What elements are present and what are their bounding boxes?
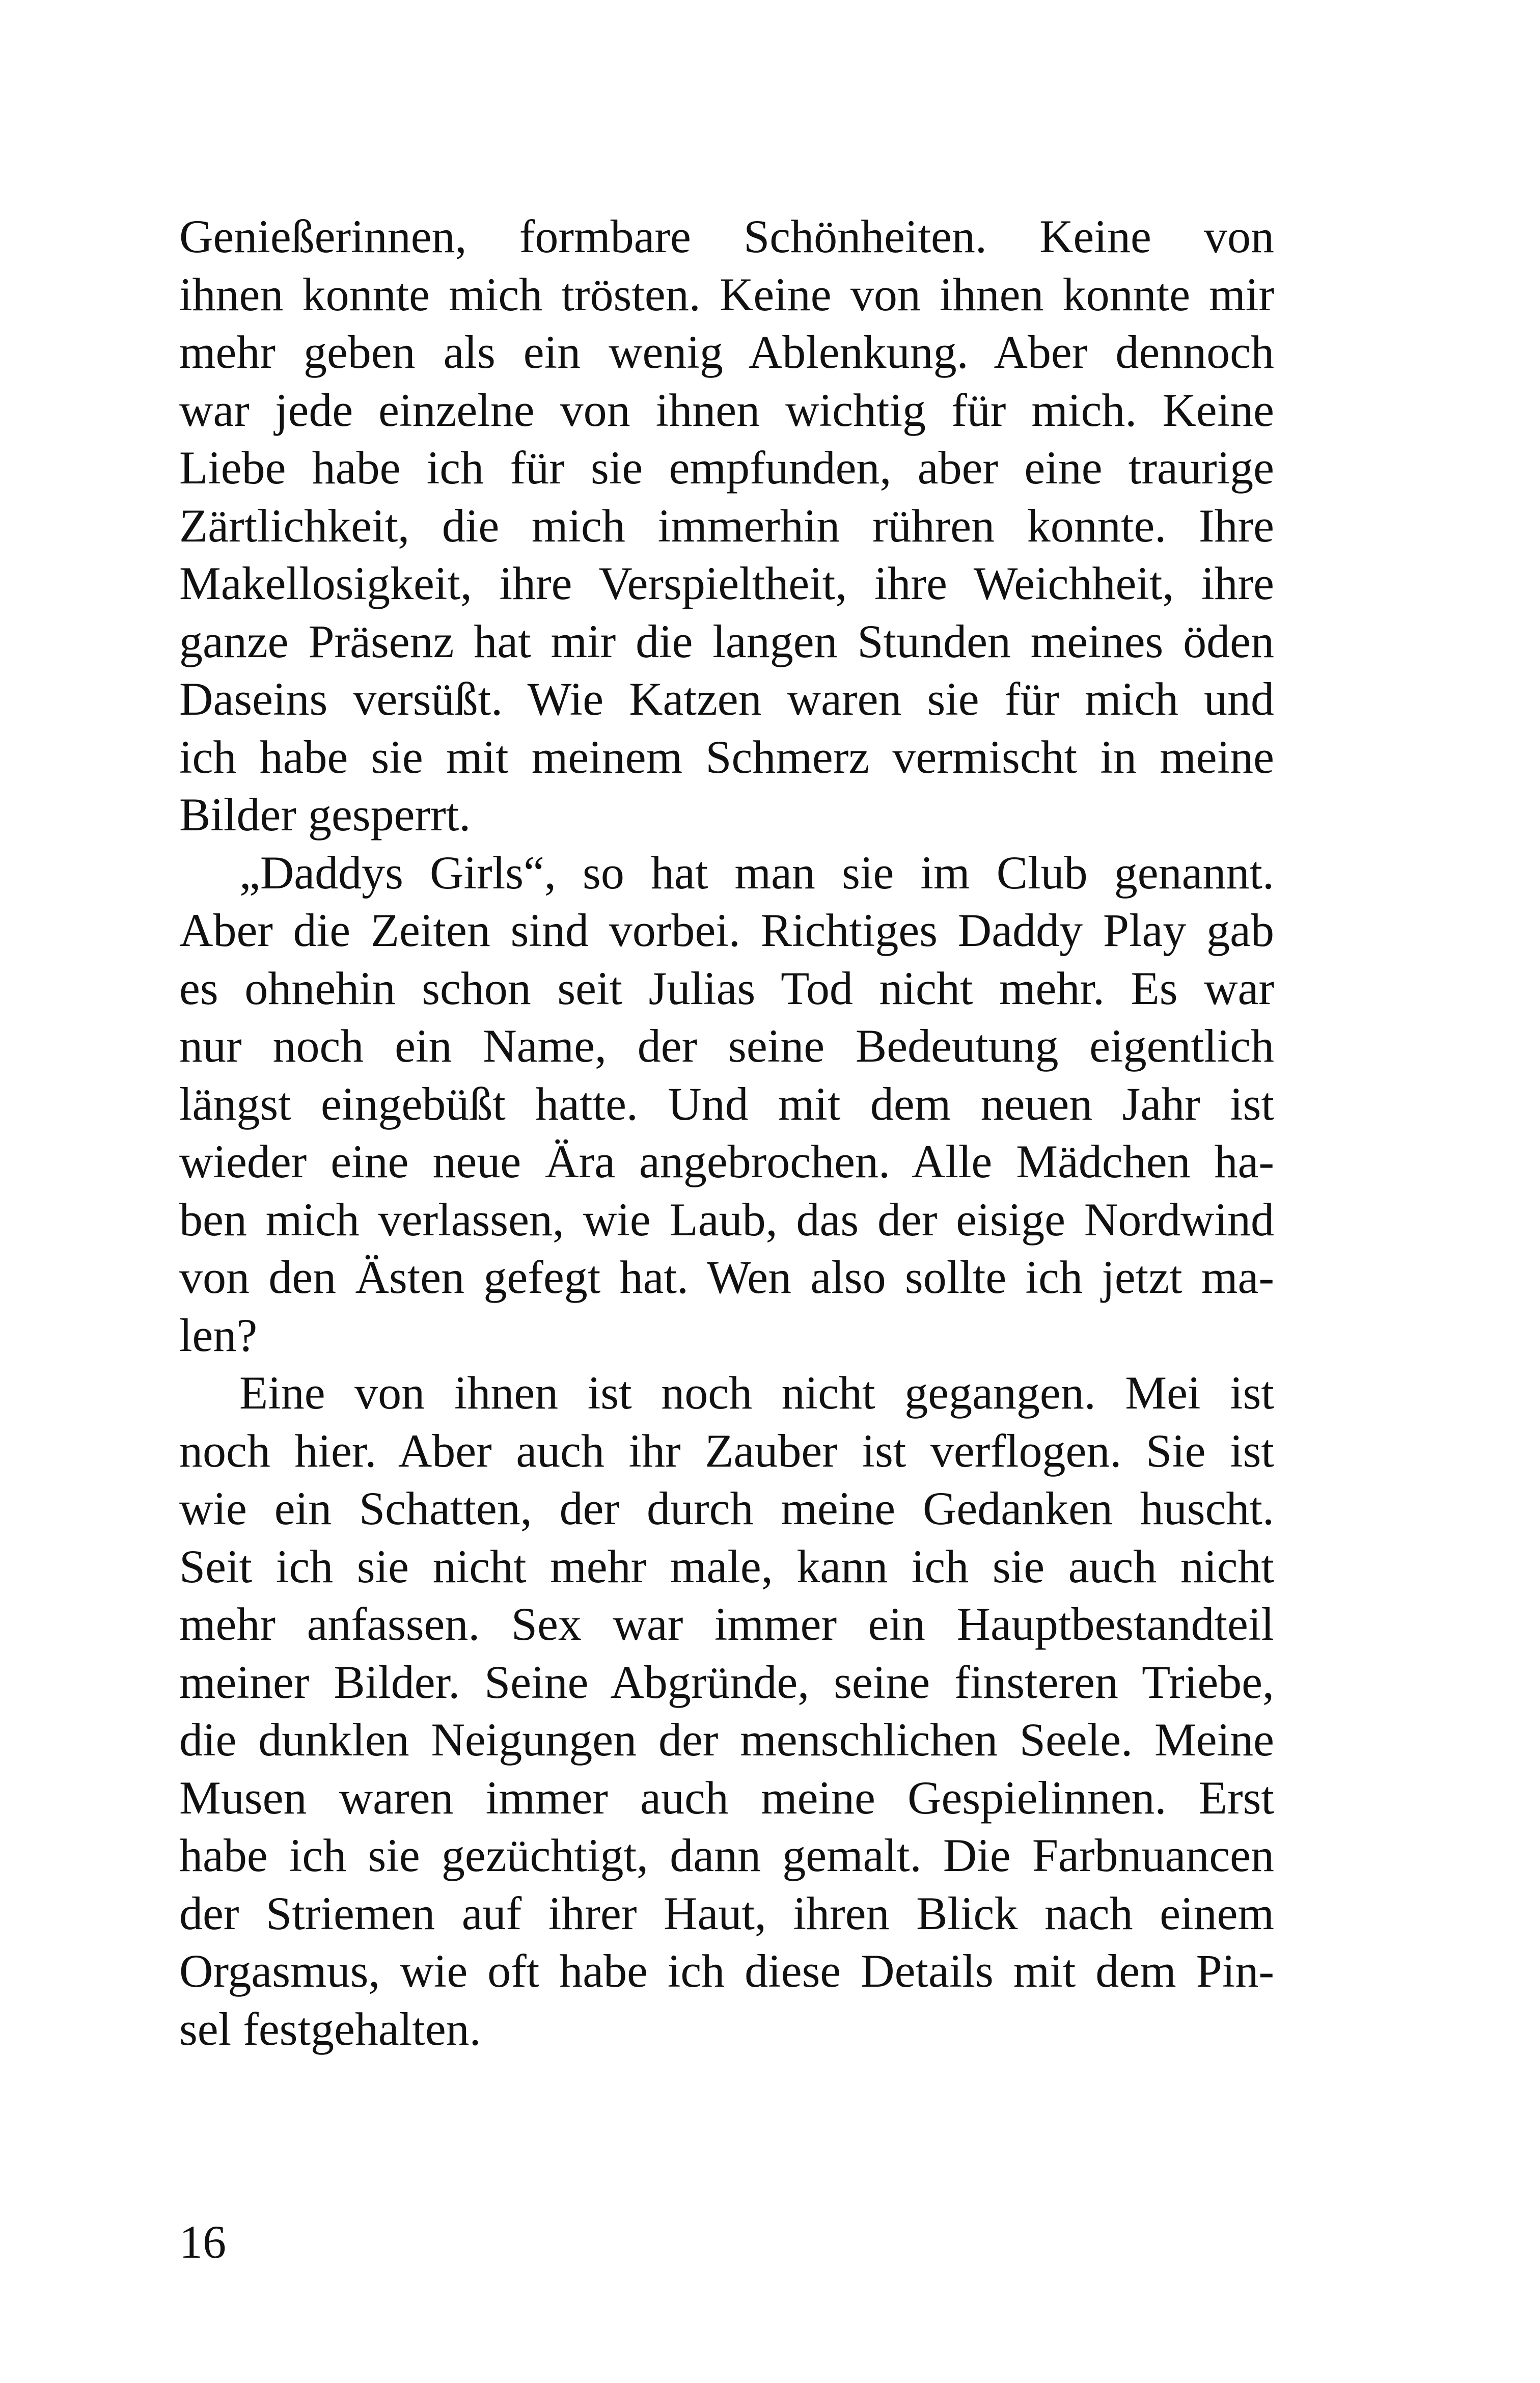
text-line: Genießerinnen, formbare Schönheiten. Keine von	[179, 210, 1274, 262]
text-line: Eine von ihnen ist noch nicht gegangen. Mei ist	[239, 1367, 1274, 1419]
text-line: Orgasmus, wie oft habe ich diese Details mit dem Pin-	[179, 1945, 1274, 1997]
text-line: „Daddys Girls“, so hat man sie im Club genannt.	[239, 846, 1274, 899]
page-number: 16	[179, 2216, 226, 2268]
paragraph-2	[179, 844, 1274, 1365]
paragraph-3	[179, 1364, 1274, 2058]
text-line: Liebe habe ich für sie empfunden, aber eine traurige	[179, 442, 1274, 494]
text-line: war jede einzelne von ihnen wichtig für mich. Keine	[179, 384, 1274, 436]
text-line: ich habe sie mit meinem Schmerz vermischt in meine	[179, 730, 1274, 783]
text-line: Daseins versüßt. Wie Katzen waren sie für mich und	[179, 673, 1274, 725]
body-text	[179, 208, 1274, 2058]
text-line: habe ich sie gezüchtigt, dann gemalt. Die Farbnuancen	[179, 1829, 1274, 1881]
text-line: len?	[179, 1309, 258, 1361]
text-line: Bilder gesperrt.	[179, 789, 471, 841]
text-line: nur noch ein Name, der seine Bedeutung eigentlich	[179, 1020, 1274, 1072]
text-line: meiner Bilder. Seine Abgründe, seine finsteren Triebe,	[179, 1656, 1274, 1708]
text-line: Makellosigkeit, ihre Verspieltheit, ihre Weichheit, ihre	[179, 557, 1274, 609]
text-line: Zärtlichkeit, die mich immerhin rühren konnte. Ihre	[179, 499, 1274, 552]
text-line: wieder eine neue Ära angebrochen. Alle Mädchen ha-	[179, 1135, 1274, 1187]
text-line: von den Ästen gefegt hat. Wen also sollte ich jetzt ma-	[179, 1251, 1274, 1303]
text-line: der Striemen auf ihrer Haut, ihren Blick nach einem	[179, 1887, 1274, 1939]
text-line: es ohnehin schon seit Julias Tod nicht mehr. Es war	[179, 962, 1274, 1014]
text-line: Musen waren immer auch meine Gespielinnen. Erst	[179, 1771, 1274, 1824]
text-line: noch hier. Aber auch ihr Zauber ist verflogen. Sie ist	[179, 1424, 1274, 1477]
text-line: ganze Präsenz hat mir die langen Stunden meines öden	[179, 615, 1274, 667]
text-line: wie ein Schatten, der durch meine Gedanken huscht.	[179, 1482, 1274, 1534]
text-line: mehr anfassen. Sex war immer ein Hauptbestandteil	[179, 1598, 1274, 1650]
paragraph-1	[179, 208, 1274, 844]
text-line: längst eingebüßt hatte. Und mit dem neuen Jahr ist	[179, 1077, 1274, 1130]
text-line: die dunklen Neigungen der menschlichen Seele. Meine	[179, 1714, 1274, 1766]
text-line: ihnen konnte mich trösten. Keine von ihnen konnte mir	[179, 268, 1274, 320]
text-line: ben mich verlassen, wie Laub, das der eisige Nordwind	[179, 1193, 1274, 1245]
text-line: sel festgehalten.	[179, 2002, 481, 2055]
text-line: Seit ich sie nicht mehr male, kann ich sie auch nicht	[179, 1540, 1274, 1592]
text-line: mehr geben als ein wenig Ablenkung. Aber dennoch	[179, 326, 1274, 378]
text-line: Aber die Zeiten sind vorbei. Richtiges Daddy Play gab	[179, 904, 1274, 956]
